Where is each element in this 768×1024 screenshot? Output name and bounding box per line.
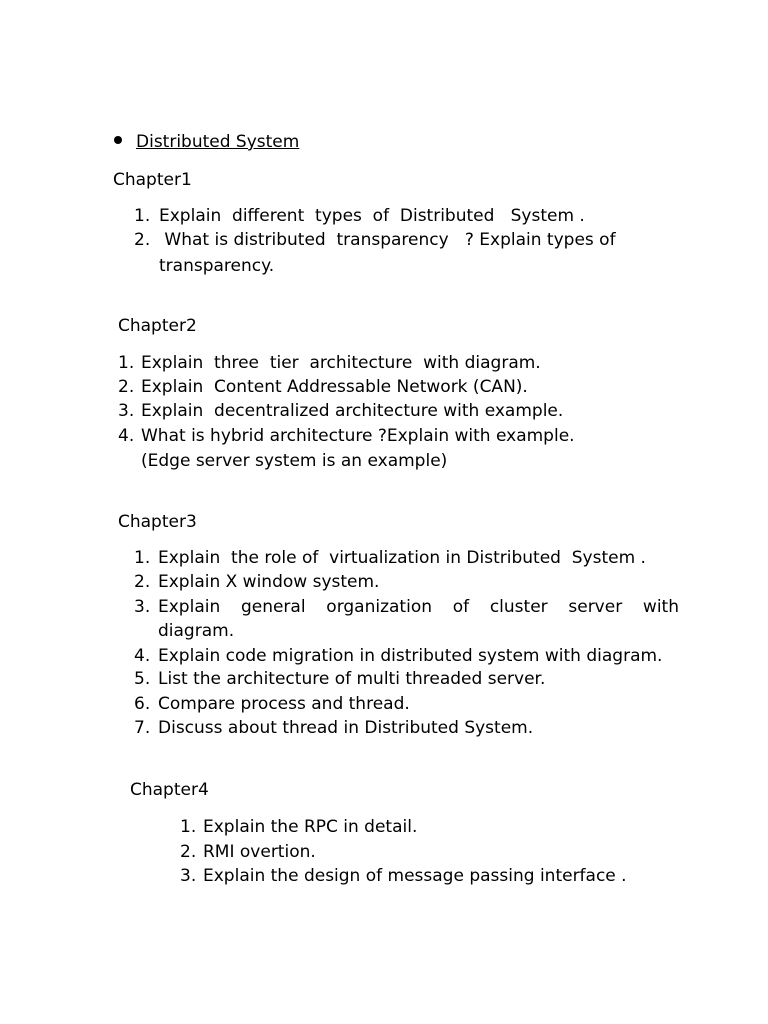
chapter3-item-1: Explain the role of virtualization in Distributed System . — [158, 548, 646, 568]
chapter3-heading: Chapter3 — [118, 512, 197, 532]
bullet-icon — [114, 136, 122, 144]
chapter3-item-6: Compare process and thread. — [158, 694, 410, 714]
chapter3-item-5-number: 5. — [134, 669, 151, 689]
chapter2-item-1: Explain three tier architecture with diagram. — [141, 353, 541, 373]
chapter3-item-3-word: with — [642, 597, 679, 617]
chapter3-item-3-word: organization — [326, 597, 432, 617]
chapter3-item-3-word: of — [452, 597, 470, 617]
chapter3-item-3-word: general — [240, 597, 306, 617]
chapter2-item-1-number: 1. — [118, 353, 135, 373]
chapter3-item-1-number: 1. — [134, 548, 151, 568]
document-title: Distributed System — [136, 132, 300, 152]
chapter2-item-3-number: 3. — [118, 401, 135, 421]
chapter4-item-3-number: 3. — [180, 866, 197, 886]
chapter3-item-3-number: 3. — [134, 597, 151, 617]
chapter3-item-3-continuation: diagram. — [158, 621, 235, 641]
chapter3-item-3-word: cluster — [489, 597, 548, 617]
chapter4-item-2: RMI overtion. — [203, 842, 316, 862]
chapter3-item-4-number: 4. — [134, 646, 151, 666]
chapter1-item-2: What is distributed transparency ? Explain types of — [159, 230, 616, 250]
chapter2-item-2-number: 2. — [118, 377, 135, 397]
chapter3-item-3 — [158, 595, 679, 619]
chapter2-item-4-number: 4. — [118, 426, 135, 446]
chapter2-item-2: Explain Content Addressable Network (CAN). — [141, 377, 528, 397]
chapter3-item-6-number: 6. — [134, 694, 151, 714]
chapter4-heading: Chapter4 — [130, 780, 209, 800]
chapter3-item-3-word: Explain — [158, 597, 221, 617]
chapter3-item-2-number: 2. — [134, 572, 151, 592]
chapter3-item-7: Discuss about thread in Distributed System. — [158, 718, 534, 738]
chapter1-heading: Chapter1 — [113, 170, 192, 190]
chapter4-item-1-number: 1. — [180, 817, 197, 837]
chapter3-item-7-number: 7. — [134, 718, 151, 738]
chapter1-item-2-number: 2. — [134, 230, 151, 250]
chapter4-item-2-number: 2. — [180, 842, 197, 862]
chapter1-item-1-number: 1. — [134, 206, 151, 226]
chapter1-item-2-continuation: transparency. — [159, 256, 275, 276]
chapter1-item-1: Explain different types of Distributed System . — [159, 206, 585, 226]
chapter3-item-5: List the architecture of multi threaded server. — [158, 669, 546, 689]
chapter4-item-3: Explain the design of message passing interface . — [203, 866, 627, 886]
chapter3-item-4: Explain code migration in distributed system with diagram. — [158, 646, 663, 666]
chapter2-item-3: Explain decentralized architecture with example. — [141, 401, 564, 421]
chapter2-item-4-continuation: (Edge server system is an example) — [141, 451, 448, 471]
chapter4-item-1: Explain the RPC in detail. — [203, 817, 418, 837]
chapter2-item-4: What is hybrid architecture ?Explain with example. — [141, 426, 575, 446]
chapter2-heading: Chapter2 — [118, 316, 197, 336]
chapter3-item-2: Explain X window system. — [158, 572, 380, 592]
chapter3-item-3-word: server — [568, 597, 623, 617]
